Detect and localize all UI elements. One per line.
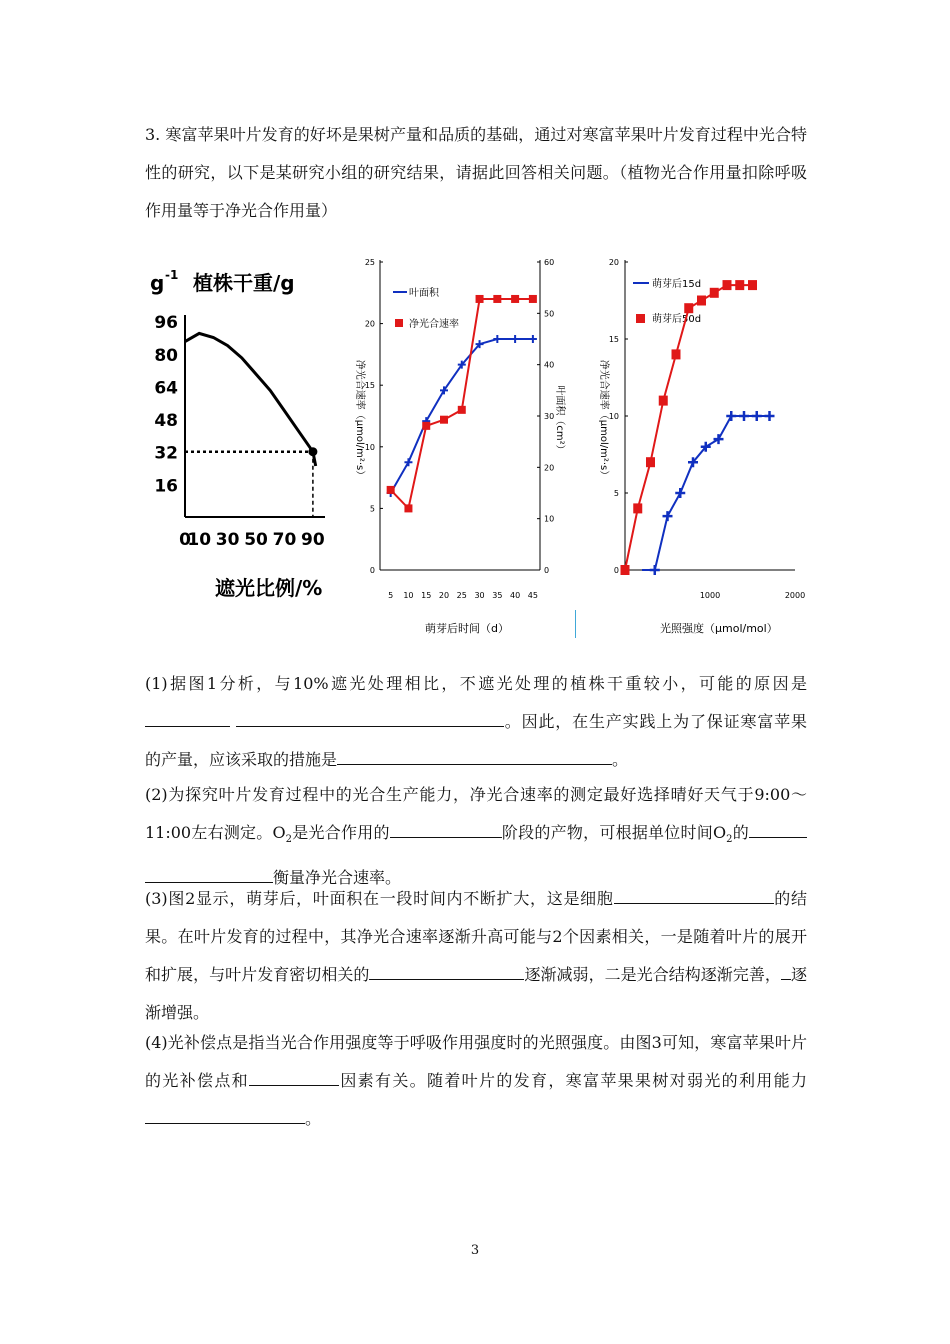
fig2-left-tick-label: 20 [364, 319, 375, 329]
fig3-15d-point [739, 411, 749, 421]
q2-sub-1: 2 [285, 834, 293, 846]
figure-divider [575, 610, 576, 638]
fig3-legend-50d: 萌芽后50d [652, 314, 702, 325]
fig2-legend-area: 叶面积 [409, 288, 439, 299]
fig2-legend-rate: 净光合速率 [409, 319, 459, 330]
fig3-50d-point [735, 280, 744, 290]
q2-text-e: 衡量净光合速率。 [273, 868, 402, 888]
q1-paragraph [145, 665, 807, 779]
fig3-x-tick-label: 2000 [784, 591, 806, 600]
fig3-15d-point [726, 411, 736, 421]
fig1-y-tick-label: 96 [154, 313, 178, 334]
fig3-15d-point [714, 434, 724, 444]
fig1-y-tick-label: 32 [154, 443, 178, 464]
q3-text-c: 逐渐减弱，二是光合结构逐渐完善， [524, 965, 781, 984]
fig3-50d-point [633, 503, 642, 513]
fig1-y-tick-label: 16 [154, 476, 178, 497]
fig3-50d-point [684, 303, 693, 313]
fig2-area-point [511, 335, 519, 343]
fig2-left-tick-label: 5 [369, 504, 375, 514]
fig3-y-tick-label: 5 [613, 489, 619, 498]
q4-paragraph [145, 1024, 807, 1138]
fig3-y-tick-label: 20 [608, 258, 619, 267]
fig2-area-point [529, 335, 537, 343]
fig2-x-tick-label: 15 [421, 591, 432, 600]
fig2-xlabel: 萌芽后时间（d） [425, 622, 509, 635]
q1-blank-1b[interactable] [236, 708, 504, 727]
fig2-rate-point [529, 295, 537, 303]
fig2-rate-point [422, 422, 430, 430]
fig3-50d-point [723, 280, 732, 290]
fig3-y-tick-label: 15 [608, 335, 619, 344]
fig3-legend-50d-marker [636, 314, 645, 323]
fig1-y-ticks [154, 313, 178, 496]
figure2-chart [345, 250, 575, 650]
fig2-right-tick-label: 0 [544, 566, 550, 575]
fig3-15d-point [765, 411, 775, 421]
fig3-xlabel: 光照强度（μmol/mol） [660, 622, 778, 635]
fig1-x-tick-label: 70 [272, 530, 297, 550]
fig2-series-line [391, 299, 533, 508]
fig2-ylabel-right: 叶面积（cm²） [554, 385, 565, 455]
fig3-50d-point [710, 288, 719, 298]
q2-text-c: 阶段的产物，可根据单位时间O [501, 823, 727, 842]
figure1-chart [145, 255, 345, 615]
fig2-right-tick-label: 10 [544, 514, 555, 524]
q1-blank-1a[interactable] [145, 708, 230, 727]
fig1-dry-weight-line [185, 333, 316, 466]
fig2-area-point [493, 335, 501, 343]
fig3-y-tick-label: 0 [613, 566, 619, 575]
fig2-right-tick-label: 40 [544, 360, 555, 370]
q1-blank-2[interactable] [337, 746, 612, 765]
fig2-legend-rate-marker [395, 319, 403, 327]
fig3-series-line [625, 285, 753, 570]
fig3-50d-point [697, 296, 706, 306]
fig1-y-tick-label: 80 [154, 345, 178, 366]
fig3-series-line [642, 416, 770, 570]
fig3-50d-point [672, 349, 681, 359]
fig3-50d-point [748, 280, 757, 290]
fig2-rate-point [404, 504, 412, 512]
q3-blank-2[interactable] [369, 961, 524, 980]
fig2-left-tick-label: 15 [364, 381, 375, 391]
fig2-ylabel-left: 净光合速率（μmol/m²·s） [354, 359, 365, 481]
fig2-x-tick-label: 35 [492, 591, 503, 600]
fig3-ylabel: 净光合速率（μmol/m²·s） [598, 359, 609, 481]
fig2-rate-point [476, 295, 484, 303]
q3-text-a: (3)图2显示，萌芽后，叶面积在一段时间内不断扩大，这是细胞 [145, 889, 614, 908]
fig1-ylabel-super: -1 [165, 268, 179, 282]
fig2-x-tick-label: 25 [456, 591, 467, 600]
q2-text-a: (2)为探究叶片发育过程中的光合生产能力，净光合速率的测定最好选择晴好天气于9:00～11:00左右测定。O [145, 785, 807, 842]
fig2-rate-point [387, 486, 395, 494]
q4-blank-1[interactable] [249, 1067, 339, 1086]
fig2-x-tick-label: 20 [438, 591, 450, 600]
q2-text-b: 是光合作用的 [292, 823, 390, 842]
fig3-50d-point [646, 457, 655, 467]
fig1-reference-point [308, 447, 317, 456]
q2-sub-2: 2 [726, 834, 733, 846]
q1-text-a: (1)据图1分析，与10%遮光处理相比，不遮光处理的植株干重较小，可能的原因是 [145, 674, 807, 693]
question-number: 3. [145, 125, 161, 144]
q1-text-c: 。 [612, 750, 629, 769]
q3-text-b: 的结果。在叶片发育的过程中，其净光合速率逐渐升高可能与2个因素相关，一是随着叶片的展开和扩展，与叶片发育密切相关的 [145, 889, 807, 984]
fig2-rate-point [458, 406, 466, 414]
q3-paragraph [145, 880, 807, 1032]
fig3-15d-point [650, 565, 660, 575]
q3-text-d: 逐渐增强。 [145, 965, 807, 1022]
figure3-chart [585, 250, 810, 650]
fig2-x-tick-label: 40 [510, 591, 521, 600]
fig3-15d-point [752, 411, 762, 421]
fig3-x-ticks [700, 591, 805, 600]
fig2-x-tick-label: 30 [474, 591, 485, 600]
fig2-x-ticks [388, 591, 538, 600]
fig1-x-tick-label: 10 [187, 530, 212, 550]
q2-paragraph [145, 776, 807, 897]
q4-text-c: 。 [305, 1109, 322, 1128]
fig2-left-tick-label: 0 [369, 566, 375, 575]
fig2-right-tick-label: 30 [544, 412, 555, 421]
fig1-x-ticks [179, 530, 325, 550]
fig3-y-tick-label: 10 [608, 412, 619, 421]
fig2-rate-point [440, 416, 448, 424]
q3-blank-1[interactable] [614, 885, 774, 904]
fig1-x-tick-label: 0 [179, 530, 191, 550]
q4-text-a: (4)光补偿点是指当光合作用强度等于呼吸作用强度时的光照强度。由图3可知，寒富苹果叶片的光补偿点和 [145, 1033, 807, 1090]
q3-blank-3[interactable] [781, 961, 791, 980]
fig2-legend [393, 286, 459, 330]
fig1-curve [185, 333, 317, 517]
fig2-x-tick-label: 10 [403, 591, 414, 600]
fig2-right-tick-label: 50 [544, 309, 555, 319]
q4-text-b: 因素有关。随着叶片的发育，寒富苹果果树对弱光的利用能力 [339, 1071, 807, 1090]
fig2-rate-point [511, 295, 519, 303]
q4-blank-2[interactable] [145, 1105, 305, 1124]
fig3-legend-15d: 萌芽后15d [652, 279, 702, 290]
fig2-right-tick-label: 60 [544, 258, 555, 267]
fig2-x-tick-label: 5 [388, 591, 394, 600]
fig1-x-tick-label: 50 [244, 530, 268, 550]
question-stem [145, 116, 807, 230]
q1-text-b: 。因此，在生产实践上为了保证寒富苹果的产量，应该采取的措施是 [145, 712, 807, 769]
fig3-legend [633, 277, 701, 325]
fig2-x-tick-label: 45 [527, 591, 538, 600]
fig3-15d-point [663, 511, 673, 521]
q2-text-d: 的 [732, 823, 749, 842]
fig1-x-tick-label: 30 [215, 530, 240, 550]
fig1-xlabel: 遮光比例/% [215, 576, 323, 600]
q2-blank-1[interactable] [390, 819, 502, 838]
fig2-right-tick-label: 20 [544, 463, 555, 473]
fig3-50d-point [621, 565, 630, 575]
fig3-15d-point [675, 488, 685, 498]
fig1-y-tick-label: 64 [154, 378, 178, 399]
page-number: 3 [470, 1243, 480, 1258]
fig2-rate-point [493, 295, 501, 303]
fig2-left-tick-label: 25 [364, 258, 375, 267]
q2-blank-2a[interactable] [749, 819, 807, 838]
fig1-x-tick-label: 90 [301, 530, 325, 550]
fig3-50d-point [659, 396, 668, 406]
fig3-x-tick-label: 1000 [699, 591, 721, 600]
question-stem-text: 寒富苹果叶片发育的好坏是果树产量和品质的基础，通过对寒富苹果叶片发育过程中光合特性的研究，以下是某研究小组的研究结果，请据此回答相关问题。（植物光合作用量扣除呼吸作用量等于净光合作用量） [145, 125, 807, 220]
fig1-title: 植株干重/g [193, 271, 295, 295]
fig1-ylabel-unit: g [150, 271, 165, 295]
fig1-y-tick-label: 48 [154, 411, 178, 432]
fig2-left-tick-label: 10 [364, 442, 375, 452]
